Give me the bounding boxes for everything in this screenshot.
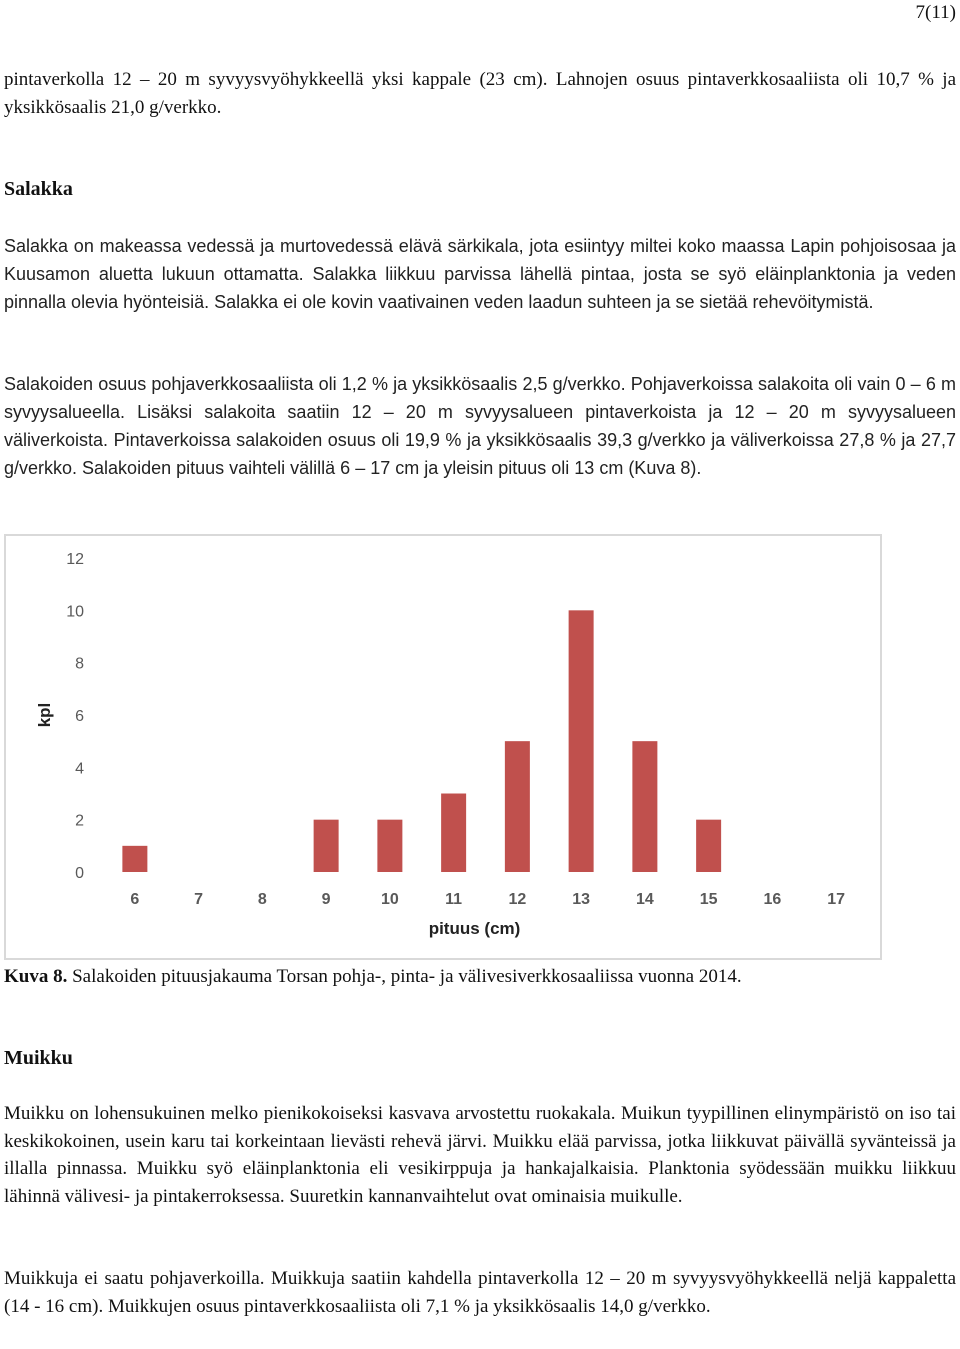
x-tick-label: 17 (827, 891, 846, 908)
x-tick-label: 13 (572, 891, 591, 908)
caption-text: Salakoiden pituusjakauma Torsan pohja-, pinta- ja välivesiverkkosaaliissa vuonna 2014. (67, 966, 742, 987)
y-tick-label: 0 (75, 865, 84, 882)
paragraph-salakka-catch: Salakoiden osuus pohjaverkkosaaliista oli 1,2 % ja yksikkösaalis 2,5 g/verkko. Pohjaverkoissa salakoita oli vain 0 – 6 m syvyysalueella. Lisäksi salakoita saatiin 12 – 20 m syvyysalueen pintaverkoista ja 12 – 20 m syvyysalueen väliverkoista. Pintaverkoissa salakoiden osuus oli 19,9 % ja yksikkösaalis 39,3 g/verkko ja väliverkoissa 27,8 % ja 27,7 g/verkko. Salakoiden pituus vaihteli välillä 6 – 17 cm ja yleisin pituus oli 13 cm (Kuva 8). (4, 374, 956, 478)
paragraph-muikku-catch: Muikkuja ei saatu pohjaverkoilla. Muikkuja saatiin kahdella pintaverkolla 12 – 20 m syvyysvyöhykkeellä neljä kappaletta (14 - 16 cm). Muikkujen osuus pintaverkkosaaliista oli 7,1 % ja yksikkösaalis 14,0 g/verkko. (4, 1268, 956, 1317)
y-tick-label: 4 (75, 760, 84, 778)
figure-caption (4, 966, 742, 988)
caption-label: Kuva 8. (4, 966, 68, 987)
bar-6 (122, 846, 147, 872)
y-tick-label: 6 (75, 708, 84, 725)
paragraph-lahna-summary: pintaverkolla 12 – 20 m syvyysvyöhykkeellä yksi kappale (23 cm). Lahnojen osuus pintaverkkosaaliista oli 10,7 % ja yksikkösaalis 21,0 g/verkko. (4, 69, 956, 118)
y-axis-label: kpl (35, 702, 54, 728)
bar-12 (505, 741, 530, 872)
x-tick-label: 15 (699, 891, 718, 908)
bar-14 (632, 741, 657, 872)
x-tick-label: 11 (445, 891, 463, 908)
bar-9 (314, 820, 339, 872)
section-heading-muikku: Muikku (4, 1047, 73, 1069)
x-tick-label: 6 (130, 891, 140, 908)
page-number: 7(11) (915, 2, 956, 23)
x-tick-label: 12 (508, 891, 527, 908)
x-tick-label: 16 (763, 891, 782, 908)
y-tick-label: 2 (75, 812, 84, 830)
section-heading-salakka: Salakka (4, 178, 73, 200)
x-tick-label: 9 (321, 891, 331, 908)
paragraph-muikku-description: Muikku on lohensukuinen melko pienikokoiseksi kasvava arvostettu ruokakala. Muikun tyypillinen elinympäristö on iso tai keskikokoinen, usein karu tai korkeintaan lievästi rehevä järvi. Muikku elää parvissa, jotka liikkuvat päivällä syvänteissä ja illalla pinnassa. Muikku syö eläinplanktonia eli vesikirppuja ja hankajalkaisia. Planktonia syödessään muikku liikkuu lähinnä välivesi- ja pintakerroksessa. Suuretkin kannanvaihtelut ovat ominaisia muikulle. (4, 1103, 956, 1207)
y-tick-label: 12 (66, 551, 84, 568)
bar-13 (569, 610, 594, 872)
x-tick-label: 14 (635, 891, 654, 908)
y-tick-label: 8 (75, 655, 84, 673)
bar-10 (377, 820, 402, 872)
paragraph-salakka-description: Salakka on makeassa vedessä ja murtovedessä elävä särkikala, jota esiintyy miltei koko maassa Lapin pohjoisosaa ja Kuusamon aluetta lukuun ottamatta. Salakka liikkuu parvissa lähellä pintaa, josta se syö eläinplanktonia ja veden pinnalla olevia hyönteisiä. Salakka ei ole kovin vaativainen veden laadun suhteen ja se sietää rehevöitymistä. (4, 236, 956, 312)
bar-11 (441, 794, 466, 873)
length-distribution-chart (4, 534, 882, 960)
x-axis-label: pituus (cm) (428, 919, 521, 938)
bar-15 (696, 820, 721, 872)
x-tick-label: 10 (380, 891, 399, 908)
x-tick-label: 8 (257, 891, 267, 908)
y-tick-label: 10 (66, 603, 84, 621)
chart-svg (6, 536, 880, 958)
x-tick-label: 7 (194, 891, 204, 908)
